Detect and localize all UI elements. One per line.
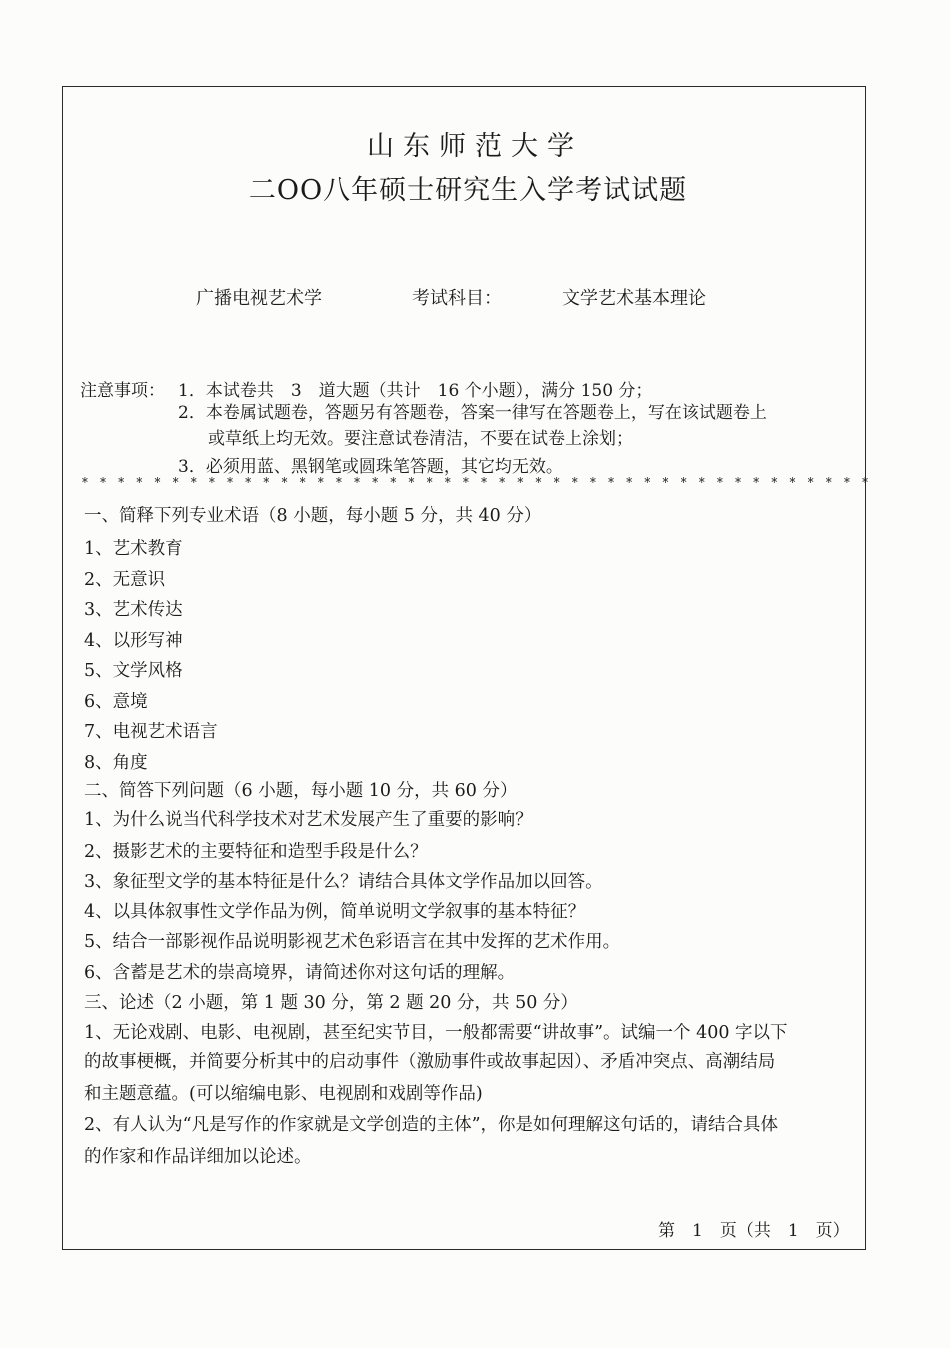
section-heading: 一、简释下列专业术语（8 小题，每小题 5 分，共 40 分） [84,506,542,526]
question-item: 2、无意识 [84,570,166,590]
subject-name: 文学艺术基本理论 [562,288,706,309]
question-item: 4、以具体叙事性文学作品为例，简单说明文学叙事的基本特征？ [84,902,586,922]
notice-item: 2．本卷属试题卷，答题另有答题卷，答案一律写在答题卷上，写在该试题卷上 [178,403,767,423]
major-name: 广播电视艺术学 [196,288,322,309]
notice-label: 注意事项： [80,381,165,401]
question-item: 和主题意蕴。(可以缩编电影、电视剧和戏剧等作品) [84,1084,483,1104]
star-separator: * * * * * * * * * * * * * * * * * * * * * * * * * * * * * * * * * * * * * * * * * * * * [82,476,873,491]
question-item: 5、结合一部影视作品说明影视艺术色彩语言在其中发挥的艺术作用。 [84,932,621,952]
question-item: 6、意境 [84,692,148,712]
section-heading: 三、论述（2 小题，第 1 题 30 分，第 2 题 20 分，共 50 分） [84,993,578,1013]
question-item: 1、艺术教育 [84,539,183,559]
question-item: 的作家和作品详细加以论述。 [84,1147,312,1167]
section-heading: 二、简答下列问题（6 小题，每小题 10 分，共 60 分） [84,781,518,801]
question-item: 2、摄影艺术的主要特征和造型手段是什么？ [84,842,428,862]
page-number: 第 1 页（共 1 页） [658,1221,850,1241]
school-name: 山东师范大学 [367,131,583,162]
question-item: 5、文学风格 [84,661,183,681]
notice-item: 1．本试卷共 3 道大题（共计 16 个小题），满分 150 分； [178,381,653,401]
question-item: 的故事梗概，并简要分析其中的启动事件（激励事件或故事起因）、矛盾冲突点、高潮结局 [84,1052,776,1072]
question-item: 3、艺术传达 [84,600,183,620]
subject-label: 考试科目： [412,288,502,309]
exam-title: 二OO八年硕士研究生入学考试试题 [248,175,688,206]
question-item: 1、为什么说当代科学技术对艺术发展产生了重要的影响？ [84,810,533,830]
question-item: 6、含蓄是艺术的崇高境界，请简述你对这句话的理解。 [84,963,516,983]
question-item: 7、电视艺术语言 [84,722,218,742]
question-item: 3、象征型文学的基本特征是什么？请结合具体文学作品加以回答。 [84,872,603,892]
question-item: 4、以形写神 [84,631,183,651]
question-item: 8、角度 [84,753,148,773]
question-item: 1、无论戏剧、电影、电视剧，甚至纪实节目，一般都需要“讲故事”。试编一个 400 字以下 [84,1023,788,1043]
question-item: 2、有人认为“凡是写作的作家就是文学创造的主体”，你是如何理解这句话的，请结合具体 [84,1115,779,1135]
notice-item: 或草纸上均无效。要注意试卷清洁，不要在试卷上涂划； [208,429,633,449]
notice-item: 3．必须用蓝、黑钢笔或圆珠笔答题，其它均无效。 [178,457,563,477]
